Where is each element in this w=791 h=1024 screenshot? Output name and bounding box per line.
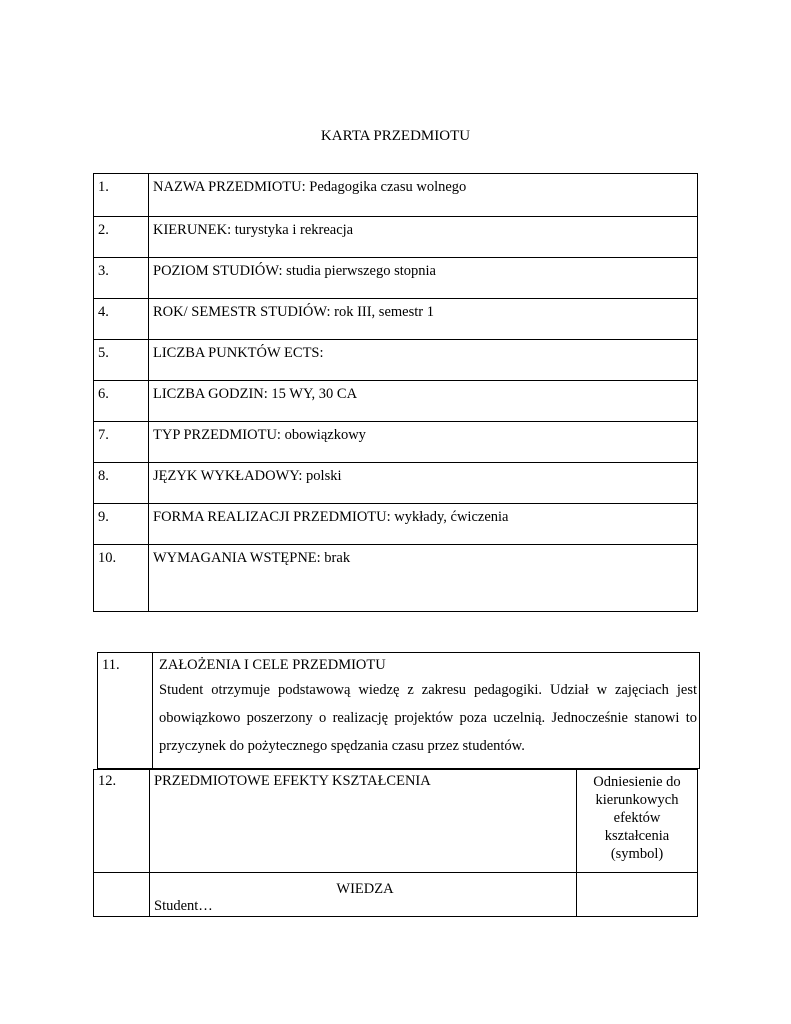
reference-line: kierunkowych — [595, 792, 679, 808]
table-row — [98, 653, 700, 769]
empty-cell — [577, 873, 698, 917]
table-row — [94, 770, 698, 873]
table-row — [94, 381, 698, 422]
empty-cell — [94, 873, 150, 917]
section-heading: PRZEDMIOTOWE EFEKTY KSZTAŁCENIA — [150, 770, 577, 873]
section-number: 12. — [94, 770, 150, 873]
row-text: NAZWA PRZEDMIOTU: Pedagogika czasu wolnego — [149, 174, 698, 217]
reference-line: kształcenia — [604, 828, 670, 844]
table-row — [94, 422, 698, 463]
row-number: 3. — [94, 258, 149, 299]
row-number: 9. — [94, 504, 149, 545]
row-text: JĘZYK WYKŁADOWY: polski — [149, 463, 698, 504]
table-row — [94, 217, 698, 258]
row-text: WYMAGANIA WSTĘPNE: brak — [149, 545, 698, 612]
section-heading: ZAŁOŻENIA I CELE PRZEDMIOTU — [159, 657, 386, 673]
row-text: POZIOM STUDIÓW: studia pierwszego stopnia — [149, 258, 698, 299]
row-number: 2. — [94, 217, 149, 258]
document-title: KARTA PRZEDMIOTU — [320, 128, 471, 144]
row-text: LICZBA PUNKTÓW ECTS: — [149, 340, 698, 381]
learning-outcomes-table — [93, 769, 698, 917]
row-text: LICZBA GODZIN: 15 WY, 30 CA — [149, 381, 698, 422]
table-row — [94, 258, 698, 299]
table-row — [94, 299, 698, 340]
row-number: 8. — [94, 463, 149, 504]
row-number: 6. — [94, 381, 149, 422]
row-number: 1. — [94, 174, 149, 217]
goals-table — [97, 652, 700, 769]
section-number: 11. — [98, 653, 153, 769]
reference-line: efektów — [613, 810, 661, 826]
row-number: 5. — [94, 340, 149, 381]
goals-cell — [153, 653, 700, 769]
table-row — [94, 504, 698, 545]
course-info-table — [93, 173, 698, 612]
wiedza-heading: WIEDZA — [336, 881, 394, 897]
row-text: TYP PRZEDMIOTU: obowiązkowy — [149, 422, 698, 463]
table-row — [94, 873, 698, 917]
table-row — [94, 545, 698, 612]
row-number: 10. — [94, 545, 149, 612]
row-text: ROK/ SEMESTR STUDIÓW: rok III, semestr 1 — [149, 299, 698, 340]
reference-header-cell — [577, 770, 698, 873]
wiedza-cell — [150, 873, 577, 917]
reference-line: Odniesienie do — [593, 774, 681, 790]
reference-line: (symbol) — [610, 846, 664, 862]
table-row — [94, 463, 698, 504]
row-number: 7. — [94, 422, 149, 463]
row-text: FORMA REALIZACJI PRZEDMIOTU: wykłady, ćwiczenia — [149, 504, 698, 545]
table-row — [94, 340, 698, 381]
goals-paragraph: Student otrzymuje podstawową wiedzę z zakresu pedagogiki. Udział w zajęciach jest obowiązkowo poszerzony o realizację projektów poza uczelnią. Jednocześnie stanowi to przyczynek do pożytecznego spędzania czasu przez studentów. — [159, 682, 697, 754]
row-number: 4. — [94, 299, 149, 340]
table-row — [94, 174, 698, 217]
row-text: KIERUNEK: turystyka i rekreacja — [149, 217, 698, 258]
student-line: Student… — [154, 898, 213, 914]
